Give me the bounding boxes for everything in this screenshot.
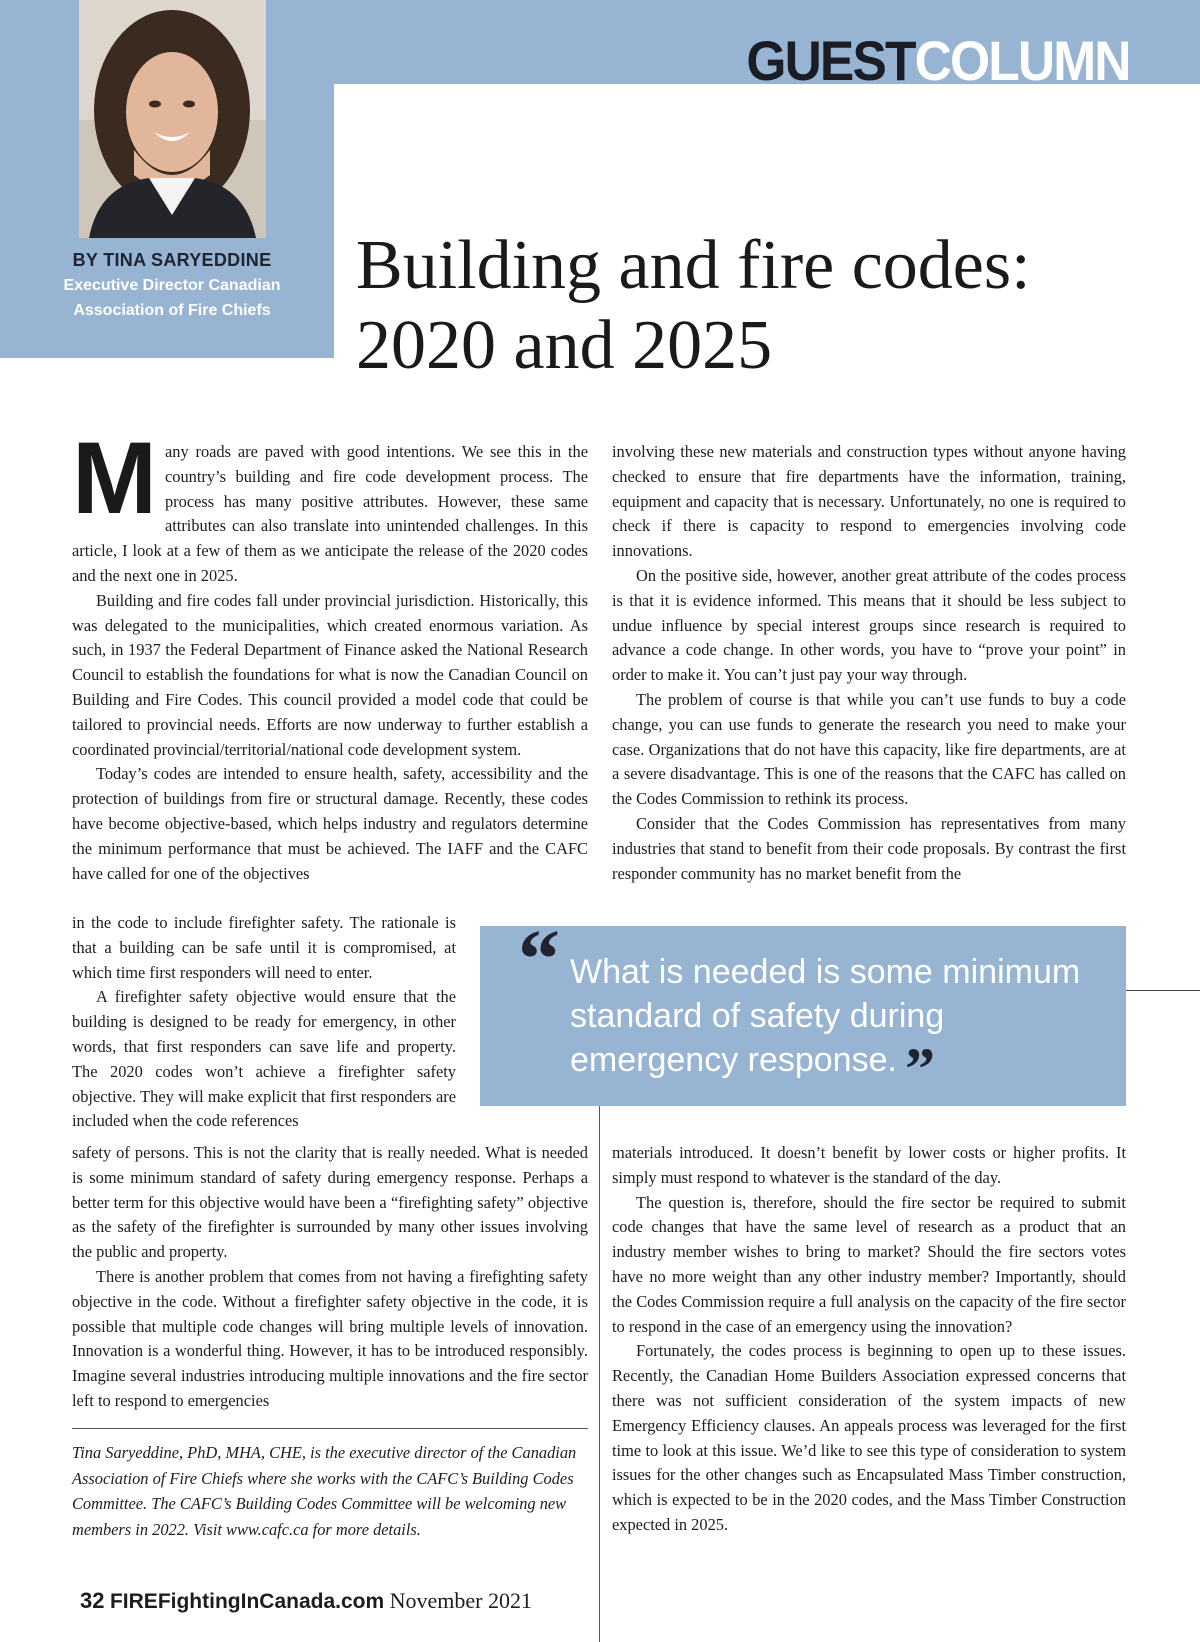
body-column-1-top bbox=[72, 421, 588, 886]
body-column-1-middle bbox=[72, 911, 456, 1134]
paragraph: Building and fire codes fall under provincial jurisdiction. Historically, this was delegated to the municipalities, which created enormous variation. As such, in 1937 the Federal Department of Finance asked the National Research Council to establish the foundations for what is now the Canadian Council on Building and Fire Codes. This council provided a model code that could be tailored to provincial needs. Efforts are now underway to further establish a coordinated provincial/territorial/national code development system. bbox=[72, 590, 588, 759]
section-label-column: COLUMN bbox=[914, 29, 1130, 92]
headline-line-1: Building and fire codes: bbox=[356, 227, 1031, 304]
paragraph: There is another problem that comes from not having a firefighting safety objective in the code. Without a firefighter safety objective in the code, it is possible that multiple code changes will bring multiple levels of innovation. Innovation is a wonderful thing. However, it has to be introduced responsibly. Imagine several industries introducing multiple innovations and the fire sector left to respond to emergencies bbox=[72, 1266, 588, 1410]
paragraph: Fortunately, the codes process is beginning to open up to these issues. Recently, the Canadian Home Builders Association expressed concerns that there was not sufficient consideration of the system impacts of new Emergency Efficiency clauses. An appeals process was leveraged for the first time to look at this issue. We’d like to see this type of consideration to system issues for the other changes such as Encapsulated Mass Timber construction, which is expected to be in the 2020 codes, and the Mass Timber Construction expected in 2025. bbox=[612, 1341, 1126, 1534]
body-column-2-bottom bbox=[612, 1141, 1126, 1538]
column-divider bbox=[599, 1106, 600, 1642]
site-name: FIREFightingInCanada.com bbox=[109, 1590, 385, 1613]
body-column-2-top bbox=[612, 440, 1126, 886]
paragraph: materials introduced. It doesn’t benefit by lower costs or higher profits. It simply must respond to whatever is the standard of the day. bbox=[612, 1143, 1126, 1187]
paragraph: A firefighter safety objective would ensure that the building is designed to be ready for emergency, in other words, that first responders can save life and property. The 2020 codes won’t achieve a firefighter safety objective. They will make explicit that first responders are included when the code references bbox=[72, 987, 456, 1131]
author-photo bbox=[79, 0, 266, 238]
section-label-guest: GUEST bbox=[746, 29, 915, 92]
pull-quote bbox=[480, 913, 1126, 1106]
pull-quote-rule bbox=[1126, 990, 1200, 991]
article-headline bbox=[356, 226, 1156, 386]
drop-cap: M bbox=[72, 421, 157, 535]
paragraph: On the positive side, however, another great attribute of the codes process is that it is evidence informed. This means that it should be less subject to undue influence by special interest groups since research is required to advance a code change. In other words, you have to “prove your point” in order to make it. You can’t just pay your way through. bbox=[612, 565, 1126, 685]
paragraph: The question is, therefore, should the fire sector be required to submit code changes that have the same level of research as a product that an industry member wishes to bring to market? Should the fire sectors votes have no more weight than any other industry member? Importantly, should the Codes Commission require a full analysis on the capacity of the fire sector to respond in the case of an emergency using the innovation? bbox=[612, 1192, 1126, 1336]
page-footer bbox=[80, 1586, 532, 1617]
headline-line-2: 2020 and 2025 bbox=[356, 307, 773, 384]
pull-quote-body: What is needed is some minimum standard of safety during emergency response. bbox=[570, 953, 1081, 1079]
section-label bbox=[747, 30, 1130, 92]
paragraph: safety of persons. This is not the clarity that is really needed. What is needed is some minimum standard of safety during emergency response. Perhaps a better term for this objective would have been a “firefighting safety” objective as the safety of the firefighter is surrounded by many other issues involving the public and property. bbox=[72, 1143, 588, 1262]
byline-block bbox=[0, 248, 344, 323]
author-role: Executive Director Canadian Association of Fire Chiefs bbox=[63, 277, 281, 319]
paragraph: involving these new materials and construction types without anyone having checked to ensure that fire departments have the information, training, equipment and capacity that is necessary. Unfortunately, no one is required to check if there is capacity to respond to emergencies involving code innovations. bbox=[612, 442, 1126, 561]
issue-date: November 2021 bbox=[389, 1588, 533, 1613]
paragraph: in the code to include firefighter safety. The rationale is that a building can be safe until it is compromised, at which time first responders will need to enter. bbox=[72, 913, 456, 982]
paragraph-text: any roads are paved with good intentions. We see this in the country’s building and fire code development process. The process has many positive attributes. However, these same attributes can also translate into unintended challenges. In this article, I look at a few of them as we anticipate the release of the 2020 codes and the next one in 2025. bbox=[72, 442, 588, 585]
open-quote-icon: “ bbox=[518, 913, 560, 1006]
bio-rule bbox=[72, 1428, 588, 1429]
paragraph: Consider that the Codes Commission has representatives from many industries that stand to benefit from their code proposals. By contrast the first responder community has no market benefit from the bbox=[612, 813, 1126, 883]
paragraph bbox=[72, 421, 588, 589]
paragraph: The problem of course is that while you can’t use funds to buy a code change, you can use funds to generate the research you need to make your case. Organizations that do not have this capacity, like fire departments, are at a severe disadvantage. This is one of the reasons that the CAFC has called on the Codes Commission to rethink its process. bbox=[612, 689, 1126, 809]
pull-quote-text bbox=[570, 950, 1090, 1102]
author-bio: Tina Saryeddine, PhD, MHA, CHE, is the executive director of the Canadian Association of Fire Chiefs where she works with the CAFC’s Building Codes Committee. The CAFC’s Building Codes Committee will be welcoming new members in 2022. Visit www.cafc.ca for more details. bbox=[72, 1443, 577, 1539]
page-number: 32 bbox=[80, 1588, 105, 1613]
close-quote-icon: ” bbox=[904, 1036, 935, 1102]
paragraph: Today’s codes are intended to ensure health, safety, accessibility and the protection of buildings from fire or structural damage. Recently, these codes have become objective-based, which helps industry and regulators determine the minimum performance that must be achieved. The IAFF and the CAFC have called for one of the objectives bbox=[72, 764, 588, 883]
body-column-1-bottom bbox=[72, 1141, 588, 1414]
author-name: BY TINA SARYEDDINE bbox=[72, 250, 272, 270]
